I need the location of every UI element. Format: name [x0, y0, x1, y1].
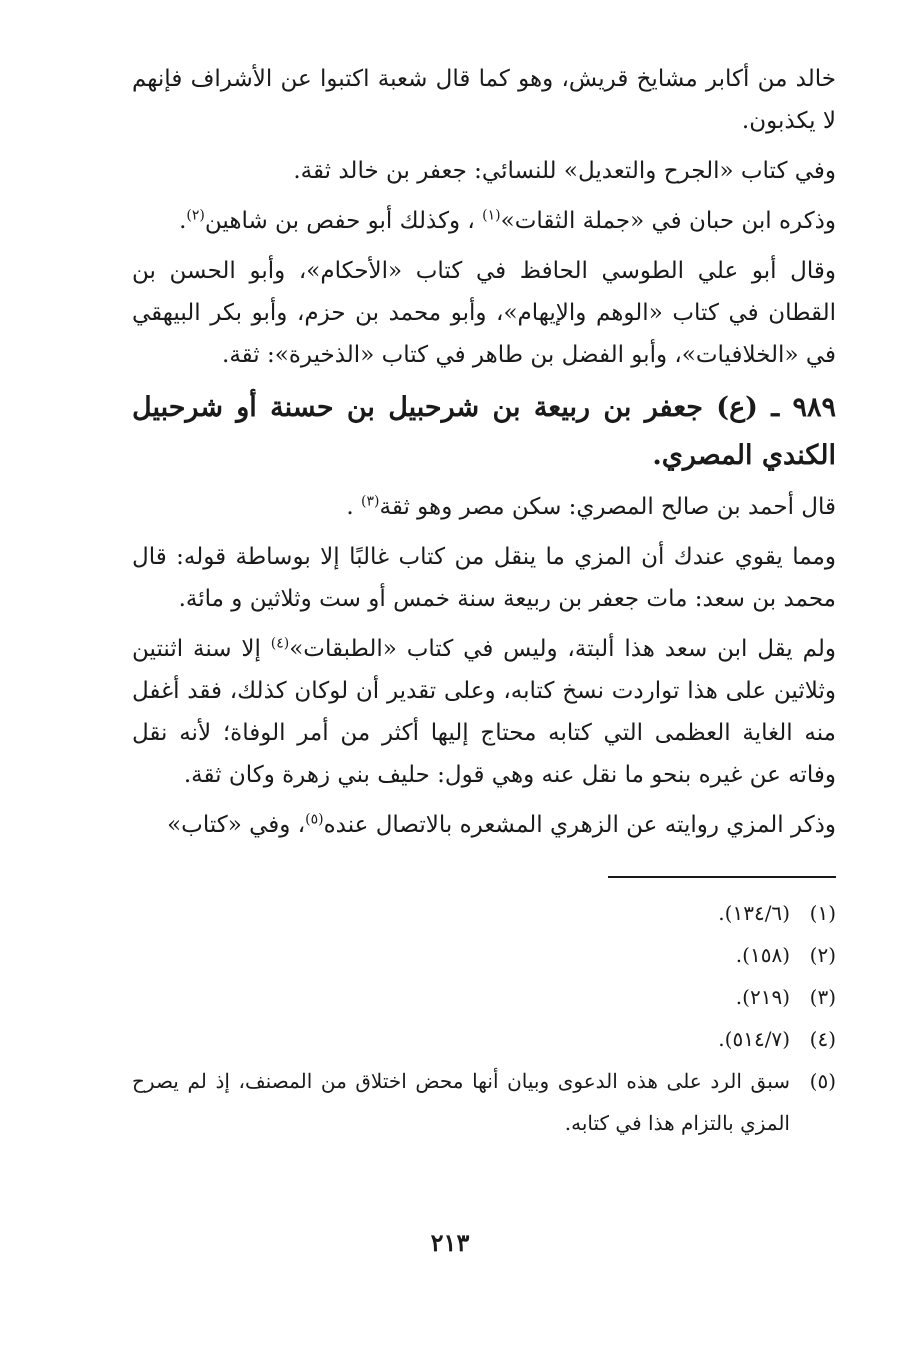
footnote-number: (٥): [809, 1069, 836, 1093]
footnote-text: (٥١٤/٧).: [718, 1027, 790, 1051]
footnotes: [132, 892, 836, 1144]
footnote-number: (١): [809, 901, 836, 925]
paragraph-ibn-hibban: [132, 200, 836, 242]
footnote-ref: (٤): [270, 635, 290, 652]
paragraph-text: وذكر المزي روايته عن الزهري المشعره بالاتصال عنده: [323, 812, 836, 838]
paragraph-nasai: وفي كتاب «الجرح والتعديل» للنسائي: جعفر بن خالد ثقة.: [293, 158, 836, 184]
footnote-text: (٢١٩).: [735, 985, 790, 1009]
footnote-text: (١٣٤/٦).: [718, 901, 790, 925]
paragraph-ibn-saad: [132, 628, 836, 796]
footnote-3: [132, 976, 836, 1018]
paragraph-narration-1: خالد من أكابر مشايخ قريش، وهو كما قال شعبة اكتبوا عن الأشراف فإنهم لا يكذبون.: [132, 66, 836, 134]
page-number: ٢١٣: [430, 1228, 470, 1257]
footnote-text: سبق الرد على هذه الدعوى وبيان أنها محض اختلاق من المصنف، إذ لم يصرح المزي بالتزام هذا في كتابه.: [132, 1069, 790, 1135]
footnote-ref: (٥): [305, 811, 324, 828]
paragraph-text: ولم يقل ابن سعد هذا ألبتة، وليس في كتاب «الطبقات»: [289, 636, 836, 662]
footnote-1: [132, 892, 836, 934]
entry-heading: ٩٨٩ ـ (ع) جعفر بن ربيعة بن شرحبيل بن حسنة أو شرحبيل الكندي المصري.: [132, 392, 836, 471]
paragraph-tusi: وقال أبو علي الطوسي الحافظ في كتاب «الأحكام»، وأبو الحسن بن القطان في كتاب «الوهم والإيهام»، وأبو محمد بن حزم، وأبو بكر البيهقي في «الخلافيات»، وأبو الفضل بن طاهر في كتاب «الذخيرة»: ثقة.: [132, 258, 836, 368]
footnote-4: [132, 1018, 836, 1060]
footnote-text: (١٥٨).: [735, 943, 790, 967]
footnote-ref: (٢): [186, 207, 205, 224]
paragraph-zuhri: [132, 804, 836, 846]
footnote-2: [132, 934, 836, 976]
footnote-number: (٢): [809, 943, 836, 967]
footnote-ref: (٣): [361, 493, 380, 510]
footnote-5: [132, 1060, 836, 1144]
footnote-number: (٣): [809, 985, 836, 1009]
paragraph-text: ، وكذلك أبو حفص بن شاهين: [204, 208, 483, 234]
paragraph-text: .: [346, 494, 362, 520]
paragraph-text: .: [179, 208, 187, 234]
paragraph-text: قال أحمد بن صالح المصري: سكن مصر وهو ثقة: [379, 494, 836, 520]
footnote-ref: (١): [482, 207, 501, 224]
footnote-number: (٤): [809, 1027, 836, 1051]
paragraph-mizzi: ومما يقوي عندك أن المزي ما ينقل من كتاب غالبًا إلا بوساطة قوله: قال محمد بن سعد: مات جعفر بن ربيعة سنة خمس أو ست وثلاثين و مائة.: [132, 544, 836, 612]
paragraph-text: وذكره ابن حبان في «جملة الثقات»: [500, 208, 836, 234]
paragraph-text: إلا سنة اثنتين وثلاثين على هذا تواردت نسخ كتابه، وعلى تقدير أن لوكان كذلك، فقد أغفل منه الغاية العظمى التي كتابه محتاج إليها أكثر من أمر الوفاة؛ لأنه نقل وفاته عن غيره بنحو ما نقل عنه وهي قول: حليف بني زهرة وكان ثقة.: [132, 636, 836, 788]
footnote-divider: [608, 876, 836, 878]
paragraph-text: ، وفي «كتاب»: [167, 812, 306, 838]
paragraph-ahmad: [132, 486, 836, 528]
